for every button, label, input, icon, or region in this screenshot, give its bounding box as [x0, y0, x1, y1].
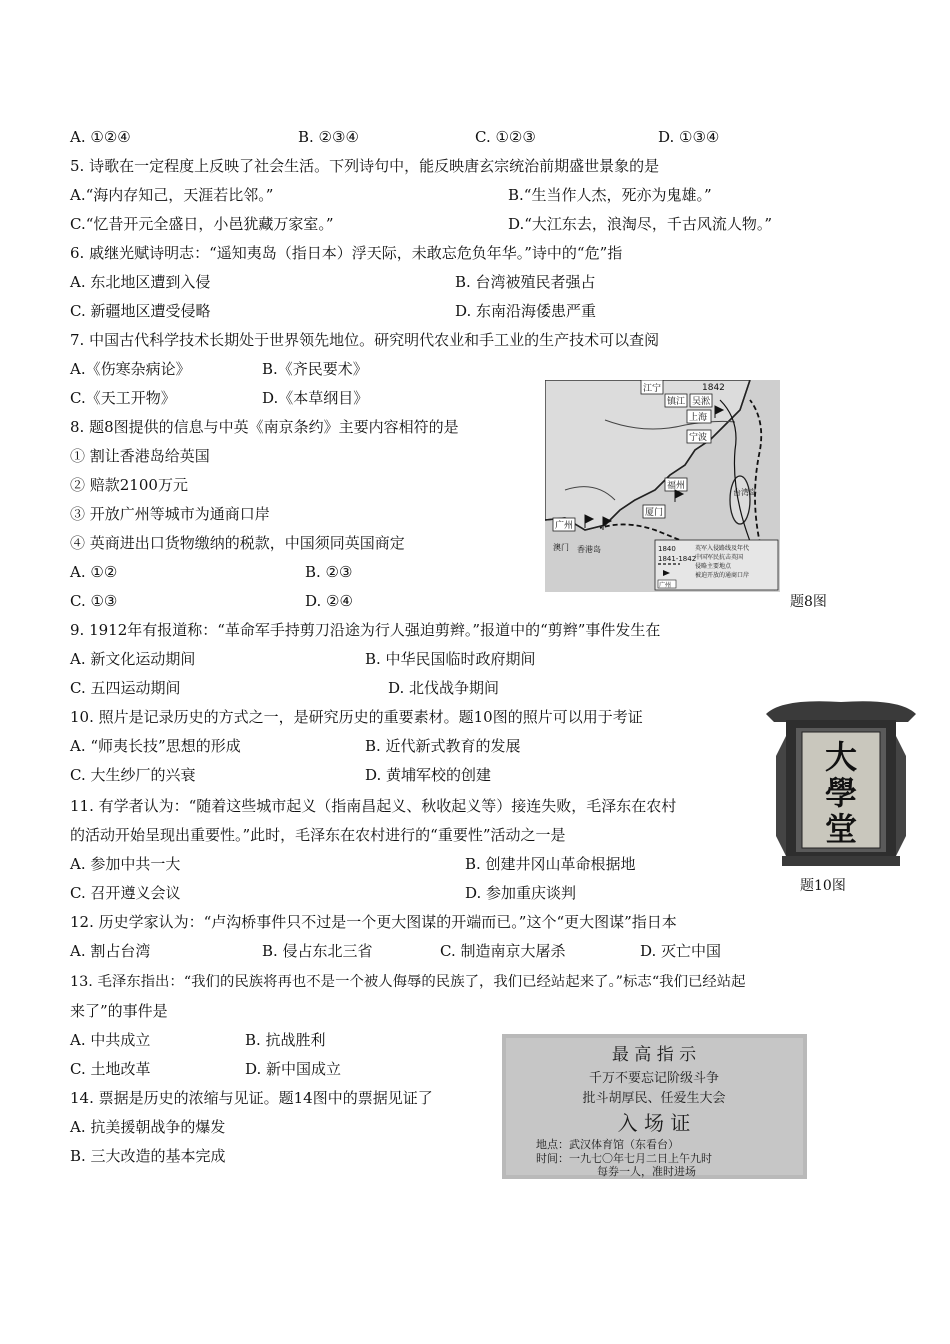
- q4-option-c: C. ①②③: [475, 128, 536, 146]
- q6-option-d: D. 东南沿海倭患严重: [455, 302, 597, 320]
- plaque-char-2: 學: [824, 774, 858, 812]
- q7-option-a: A.《伤寒杂病论》: [70, 360, 191, 378]
- q14-stem: 14. 票据是历史的浓缩与见证。题14图中的票据见证了: [70, 1089, 433, 1107]
- q12-option-b: B. 侵占东北三省: [262, 942, 373, 960]
- q10-figure-caption: 题10图: [800, 878, 846, 894]
- q9-option-d: D. 北伐战争期间: [388, 679, 500, 697]
- q12-option-d: D. 灭亡中国: [640, 942, 722, 960]
- q13-option-b: B. 抗战胜利: [245, 1031, 326, 1049]
- q7-option-b: B.《齐民要术》: [262, 360, 368, 378]
- ticket-line-7: 每券一人，准时进场: [597, 1165, 696, 1178]
- ticket-line-4: 入 场 证: [617, 1111, 691, 1135]
- ticket-line-1: 最 高 指 示: [611, 1045, 697, 1065]
- map-label-hongkong: 香港岛: [577, 545, 601, 554]
- q14-option-b: B. 三大改造的基本完成: [70, 1147, 226, 1165]
- q8-figure-caption: 题8图: [790, 594, 827, 610]
- map-label-jiangning: 江宁: [643, 384, 662, 394]
- q9-option-a: A. 新文化运动期间: [70, 650, 196, 668]
- map-label-year-1842: 1842: [702, 383, 725, 393]
- q5-stem: 5. 诗歌在一定程度上反映了社会生活。下列诗句中，能反映唐玄宗统治前期盛世景象的是: [70, 157, 660, 175]
- q10-option-d: D. 黄埔军校的创建: [365, 766, 492, 784]
- q11-option-b: B. 创建井冈山革命根据地: [465, 855, 636, 873]
- map-label-guangzhou: 广州: [555, 521, 574, 531]
- q5-option-a: A.“海内存知己，天涯若比邻。”: [70, 186, 274, 204]
- q5-option-d: D.“大江东去，浪淘尽，千古风流人物。”: [508, 215, 773, 233]
- q11-stem-line-1: 11. 有学者认为：“随着这些城市起义（指南昌起义、秋收起义等）接连失败，毛泽东在农村: [70, 797, 677, 815]
- q12-option-a: A. 割占台湾: [70, 942, 151, 960]
- q14-option-a: A. 抗美援朝战争的爆发: [70, 1118, 226, 1136]
- q11-option-c: C. 召开遵义会议: [70, 884, 181, 902]
- map-legend-year-1841: 1841-1842: [658, 555, 697, 563]
- q11-stem-line-2: 的活动开始呈现出重要性。”此时，毛泽东在农村进行的“重要性”活动之一是: [70, 826, 566, 844]
- q6-option-a: A. 东北地区遭到入侵: [70, 273, 211, 291]
- q8-item-4: ④ 英商进出口货物缴纳的税款，中国须同英国商定: [70, 534, 405, 552]
- q8-opium-war-map: [545, 380, 780, 592]
- q7-option-c: C.《天工开物》: [70, 389, 176, 407]
- q12-option-c: C. 制造南京大屠杀: [440, 942, 566, 960]
- q8-stem: 8. 题8图提供的信息与中英《南京条约》主要内容相符的是: [70, 418, 459, 436]
- map-label-wusong: 吴淞: [692, 397, 711, 407]
- q11-option-a: A. 参加中共一大: [70, 855, 181, 873]
- q10-option-a: A. “师夷长技”思想的形成: [70, 737, 241, 755]
- q13-option-a: A. 中共成立: [70, 1031, 151, 1049]
- q10-stem: 10. 照片是记录历史的方式之一，是研究历史的重要素材。题10图的照片可以用于考证: [70, 708, 643, 726]
- map-label-ningbo: 宁波: [689, 433, 708, 443]
- q8-option-d: D. ②④: [305, 592, 353, 610]
- q8-option-a: A. ①②: [70, 563, 118, 581]
- map-legend-line-3: 侵略主要地点: [695, 563, 732, 570]
- q7-stem: 7. 中国古代科学技术长期处于世界领先地位。研究明代农业和手工业的生产技术可以查阅: [70, 331, 660, 349]
- map-label-shanghai: 上海: [689, 413, 708, 423]
- map-legend-line-2: 中国军民抗击英国: [695, 554, 744, 561]
- q4-option-a: A. ①②④: [70, 128, 131, 146]
- map-label-taiwan: 台湾岛: [733, 488, 757, 497]
- map-legend-guangzhou: 广州: [659, 582, 672, 589]
- q14-ticket-photo: [502, 1034, 807, 1179]
- map-label-fuzhou: 福州: [667, 481, 686, 491]
- q4-option-b: B. ②③④: [298, 128, 359, 146]
- q6-option-c: C. 新疆地区遭受侵略: [70, 302, 211, 320]
- q8-item-3: ③ 开放广州等城市为通商口岸: [70, 505, 270, 523]
- q13-stem-line-1: 13. 毛泽东指出：“我们的民族将再也不是一个被人侮辱的民族了，我们已经站起来了。”标志“我们已经站起: [70, 974, 746, 990]
- q8-option-b: B. ②③: [305, 563, 353, 581]
- q11-option-d: D. 参加重庆谈判: [465, 884, 577, 902]
- q13-option-d: D. 新中国成立: [245, 1060, 342, 1078]
- q5-option-b: B.“生当作人杰，死亦为鬼雄。”: [508, 186, 712, 204]
- q9-option-c: C. 五四运动期间: [70, 679, 181, 697]
- q4-option-d: D. ①③④: [658, 128, 720, 146]
- q10-option-c: C. 大生纱厂的兴衰: [70, 766, 196, 784]
- map-label-macau: 澳门: [553, 543, 569, 552]
- map-label-zhenjiang: 镇江: [667, 397, 686, 407]
- q7-option-d: D.《本草纲目》: [262, 389, 369, 407]
- ticket-line-2: 千万不要忘记阶级斗争: [588, 1071, 720, 1086]
- q12-stem: 12. 历史学家认为：“卢沟桥事件只不过是一个更大图谋的开端而已。”这个“更大图谋”指日本: [70, 913, 677, 931]
- ticket-line-6: 时间：一九七〇年七月二日上午九时: [536, 1152, 712, 1165]
- map-legend-line-4: 被迫开放的通商口岸: [695, 572, 750, 579]
- ticket-line-3: 批斗胡厚民、任爱生大会: [582, 1091, 726, 1106]
- q6-stem: 6. 戚继光赋诗明志：“遥知夷岛（指日本）浮天际，未敢忘危负年华。”诗中的“危”指: [70, 244, 623, 262]
- map-legend-year-1840: 1840: [658, 545, 676, 553]
- ticket-line-5: 地点：武汉体育馆（东看台）: [536, 1138, 679, 1151]
- q9-stem: 9. 1912年有报道称：“革命军手持剪刀沿途为行人强迫剪辫。”报道中的“剪辫”事件发生在: [70, 621, 661, 639]
- map-label-xiamen: 厦门: [645, 508, 664, 518]
- q8-option-c: C. ①③: [70, 592, 118, 610]
- plaque-char-1: 大: [824, 738, 858, 776]
- q6-option-b: B. 台湾被殖民者强占: [455, 273, 596, 291]
- q13-option-c: C. 土地改革: [70, 1060, 151, 1078]
- q10-option-b: B. 近代新式教育的发展: [365, 737, 521, 755]
- q5-option-c: C.“忆昔开元全盛日，小邑犹藏万家室。”: [70, 215, 334, 233]
- q9-option-b: B. 中华民国临时政府期间: [365, 650, 536, 668]
- map-legend-line-1: 英军入侵路线及年代: [695, 545, 750, 552]
- q13-stem-line-2: 来了”的事件是: [70, 1002, 168, 1020]
- q8-item-1: ① 割让香港岛给英国: [70, 447, 210, 465]
- q8-item-2: ② 赔款2100万元: [70, 476, 188, 494]
- q10-plaque-photo: [762, 696, 920, 874]
- plaque-char-3: 堂: [824, 810, 858, 848]
